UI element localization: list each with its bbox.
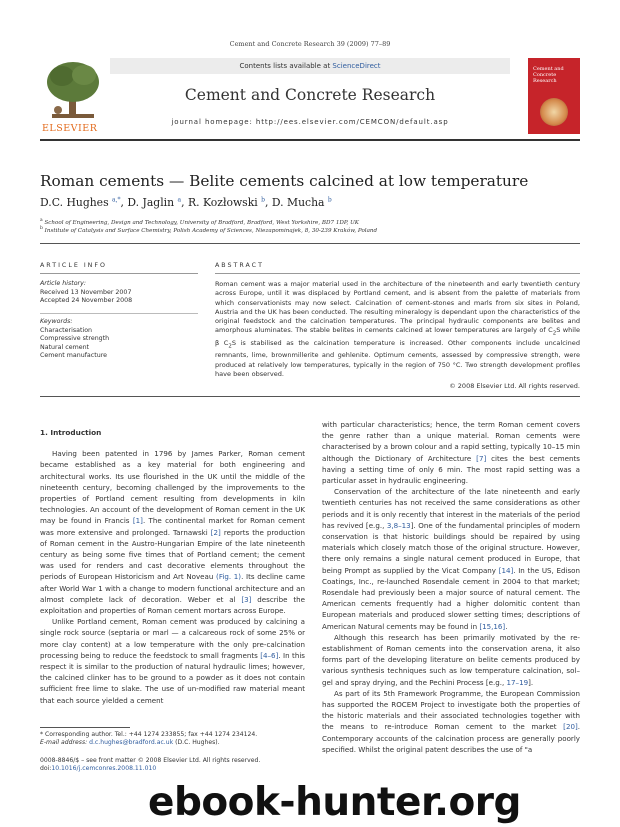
sciencedirect-link[interactable]: ScienceDirect <box>332 62 381 70</box>
article-info-label: ARTICLE INFO <box>40 262 107 269</box>
footnote-divider <box>40 727 130 728</box>
citation-link[interactable]: [7] <box>476 453 487 463</box>
affiliation-text: School of Engineering, Design and Technology, University of Bradford, Bradford, West Yorkshire, BD7 1DP, UK <box>42 219 359 226</box>
doi-link[interactable]: 10.1016/j.cemconres.2008.11.010 <box>51 765 157 773</box>
journal-title-block <box>110 58 510 134</box>
abstract-subscript: 2 <box>552 330 557 337</box>
author-affil-marker[interactable]: a <box>177 196 182 204</box>
abstract-part: S while β C <box>215 326 580 347</box>
citation-link[interactable]: [14] <box>498 565 514 575</box>
paragraph-text: Although this research has been primarily motivated by the re-establishment of Roman cements into the conservation arena, it also forms part of the developing literature on belite cements produced by various synthesis techniques such as low temperature calcination, sol–gel and spray drying, and the Pechini Process [e.g., <box>322 632 580 687</box>
author-separator: , <box>120 196 128 209</box>
abstract-part: Roman cement was a major material used in the architecture of the nineteenth and early twentieth century across Europe, until it was displaced by Portland cement, and is absent from the palette of materials from which conservationists may now select. Calcination of cement-stones and marls from six sites in Poland, Austria and the UK has been conducted. The resulting mineralogy is dependant upon the characteristics of the original feedstock and the calcination temperatures. The principal hydraulic components are belites and amorphous aluminates. The stable belites in cements calcined at lower temperatures are largely of C <box>215 280 580 335</box>
keyword: Compressive strength <box>40 335 110 343</box>
abstract-part: S is stabilised as the calcination temperature is increased. Other components include uncalcined remnants, lime, brownmillerite and gehlenite. Optimum cements, assessed by compressive strength, were produced at relatively low temperatures, typically in the region of 750 °C. Two strength development profiles have been observed. <box>215 338 580 378</box>
watermark-text: ebook-hunter.org <box>148 780 521 825</box>
accepted-date: Accepted 24 November 2008 <box>40 297 133 305</box>
citation-link[interactable]: [3] <box>241 594 252 604</box>
paragraph-text: ]. <box>528 677 534 687</box>
affiliation-text: Institute of Catalysis and Surface Chemistry, Polish Academy of Sciences, Niezapominajek, 8, 30-239 Kraków, Poland <box>42 227 378 234</box>
author-affil-marker[interactable]: b <box>261 196 266 204</box>
publication-info <box>40 757 340 774</box>
paragraph <box>322 632 580 688</box>
paragraph-text: . <box>505 621 508 631</box>
keyword: Natural cement <box>40 343 90 351</box>
article-info-divider <box>40 273 198 274</box>
elsevier-wordmark: ELSEVIER <box>42 123 98 134</box>
contents-prefix: Contents lists available at <box>239 62 333 70</box>
received-date: Received 13 November 2007 <box>40 288 132 296</box>
paragraph-text: As part of its 5th Framework Programme, the European Commission has supported the ROCEM Project to investigate both the properties of the historic materials and their associated technologies together with the means to re-introduce Roman cement to the market <box>322 688 580 732</box>
abstract-subscript: 2 <box>228 343 232 350</box>
article-title: Roman cements — Belite cements calcined at low temperature <box>40 172 529 190</box>
paragraph-text: cites the best cements having a setting time of only 6 min. The most rapid setting was a particular asset in hydraulic engineering. <box>322 453 580 486</box>
cover-title: Cement and Concrete Research <box>533 66 564 84</box>
journal-cover[interactable] <box>528 58 580 134</box>
keywords-label: Keywords: <box>40 318 73 325</box>
figure-link[interactable]: (Fig. 1) <box>216 572 242 582</box>
issn-line: 0008-8846/$ – see front matter © 2008 Elsevier Ltd. All rights reserved. <box>40 757 261 764</box>
paragraph <box>40 448 305 616</box>
paragraph-text: . Its decline came after World War 1 with a change to modern functional architecture and an almost complete lack of decoration. Weber et al <box>40 572 305 604</box>
email-link[interactable]: d.c.hughes@bradford.ac.uk <box>89 739 174 747</box>
author-separator: , <box>265 196 272 209</box>
citation-link[interactable]: [20] <box>563 722 578 732</box>
author-name[interactable]: D.C. Hughes <box>40 196 109 209</box>
email-line <box>40 739 305 747</box>
journal-name: Cement and Concrete Research <box>184 86 436 104</box>
paragraph <box>322 688 580 755</box>
paragraph-text: reports the production of Roman cement in the Austro-Hungarian Empire of the late nineteenth century as being some five times that of Portland cement; the cement was used for renders and cast decorative elements throughout the periods of European Historicism and Art Noveau <box>40 527 306 582</box>
author-name[interactable]: D. Mucha <box>271 196 325 209</box>
cover-image <box>540 98 568 126</box>
paragraph-text: . Contemporary accounts of the calcination process are generally poorly specified. Whilst the original patent describes the use of "a <box>322 722 580 754</box>
citation-link[interactable]: [1] <box>132 516 143 526</box>
elsevier-logo[interactable] <box>40 58 106 134</box>
affiliation-divider <box>40 243 580 244</box>
doi-prefix: doi: <box>40 765 52 773</box>
paragraph <box>322 419 580 486</box>
author-separator: , <box>181 196 188 209</box>
abstract-text <box>215 280 580 379</box>
author-name[interactable]: R. Kozłowski <box>187 196 258 209</box>
paragraph-text: with particular characteristics; hence, the term Roman cement covers the genre rather than a unique material. Roman cements were characterised by a brown colour and a rapid setting, typically 10–15 min although the Dictionary of Architecture <box>322 420 580 463</box>
keywords-divider <box>40 313 198 314</box>
paragraph-text: Having been patented in 1796 by James Parker, Roman cement became established as a key material for both engineering and architectural works. Its use flourished in the UK until the middle of the nineteenth century, becoming challenged by the improvements to the properties of Portland cement resulting from developments in kiln technologies. An account of the development of Roman cement in the UK may be found in Francis <box>40 449 305 526</box>
author-list <box>40 196 580 209</box>
citation-link[interactable]: [4–6] <box>260 650 279 660</box>
citation-link[interactable]: [2] <box>210 527 221 537</box>
section-heading: 1. Introduction <box>40 428 102 437</box>
affiliation-b <box>40 226 580 234</box>
citation-link[interactable]: 17–19 <box>506 677 529 687</box>
paragraph-text: . The continental market for Roman cement was more extensive and prolonged. Tarnawski <box>40 516 305 537</box>
header-divider <box>40 139 580 141</box>
paragraph-text: . In this respect it is similar to the production of natural hydraulic limes; however, the calcined clinker has to be ground to a powder as it does not contain sufficient free lime to slake. The use of un-modified raw material meant that each source yielded a cement <box>40 650 306 705</box>
paragraph-text: Conservation of the architecture of the late nineteenth and early twentieth centuries has not received the same considerations as other periods and it is only recently that interest in the materials of the period has revived [e.g., <box>322 487 580 530</box>
email-label: E-mail address: <box>40 739 88 747</box>
author-affil-marker[interactable]: b <box>327 196 332 204</box>
corresponding-author-contact: * Corresponding author. Tel.: +44 1274 233855; fax +44 1274 234124. <box>40 731 258 738</box>
corresponding-author-footnote <box>40 731 305 748</box>
elsevier-tree-icon <box>40 58 106 122</box>
paragraph-text: ]. One of the fundamental principles of modern conservation is that historic buildings should be repaired by using materials which closely match those of the original structure. However, there only remains a single natural cement produced in Europe, that being Prompt as supplied by the Vicat Company <box>322 520 580 575</box>
paragraph <box>40 616 305 706</box>
abstract-end-divider <box>40 396 580 397</box>
body-column-left <box>40 427 305 706</box>
affiliation-marker: b <box>40 226 43 231</box>
keyword: Characterisation <box>40 326 93 334</box>
author-affil-marker[interactable]: a,* <box>112 196 121 204</box>
citation-link[interactable]: [15,16] <box>479 621 506 631</box>
abstract-label: ABSTRACT <box>215 262 264 269</box>
journal-header <box>40 58 580 134</box>
keywords-block <box>40 318 198 361</box>
contents-bar <box>110 58 510 74</box>
email-suffix: (D.C. Hughes). <box>173 739 220 747</box>
body-column-right <box>322 419 580 755</box>
affiliation-a <box>40 218 580 226</box>
abstract-divider <box>215 273 580 274</box>
keyword: Cement manufacture <box>40 352 108 360</box>
article-history <box>40 280 198 306</box>
journal-homepage-link[interactable]: journal homepage: http://ees.elsevier.com/CEMCON/default.asp <box>171 118 449 126</box>
paragraph-text: Unlike Portland cement, Roman cement was produced by calcining a single rock source (septaria or marl — a calcareous rock of some 25% or more clay content) at a low temperature with the only pre-calcination processing being to reduce the feedstock to small fragments <box>40 617 305 660</box>
paragraph-text: . In the US, Edison Coatings, Inc., re-launched Rosendale cement in 2004 to that market; Rosendale had previously been a major source of natural cement. The American cements frequently had a higher dolomitic content than European materials and produced slower setting times; descriptions of American Natural cements may be found in <box>322 565 580 631</box>
copyright-notice: © 2008 Elsevier Ltd. All rights reserved. <box>449 382 580 390</box>
author-name[interactable]: D. Jaglin <box>127 196 175 209</box>
citation-link[interactable]: 3,8–13 <box>386 520 411 530</box>
running-head: Cement and Concrete Research 39 (2009) 77–89 <box>229 40 391 48</box>
paragraph <box>322 486 580 632</box>
history-label: Article history: <box>40 280 86 287</box>
paragraph-text: describe the exploitation and properties of Roman cement mortars across Europe. <box>40 594 305 616</box>
affiliation-marker: a <box>40 218 43 223</box>
doi-line <box>40 765 340 773</box>
